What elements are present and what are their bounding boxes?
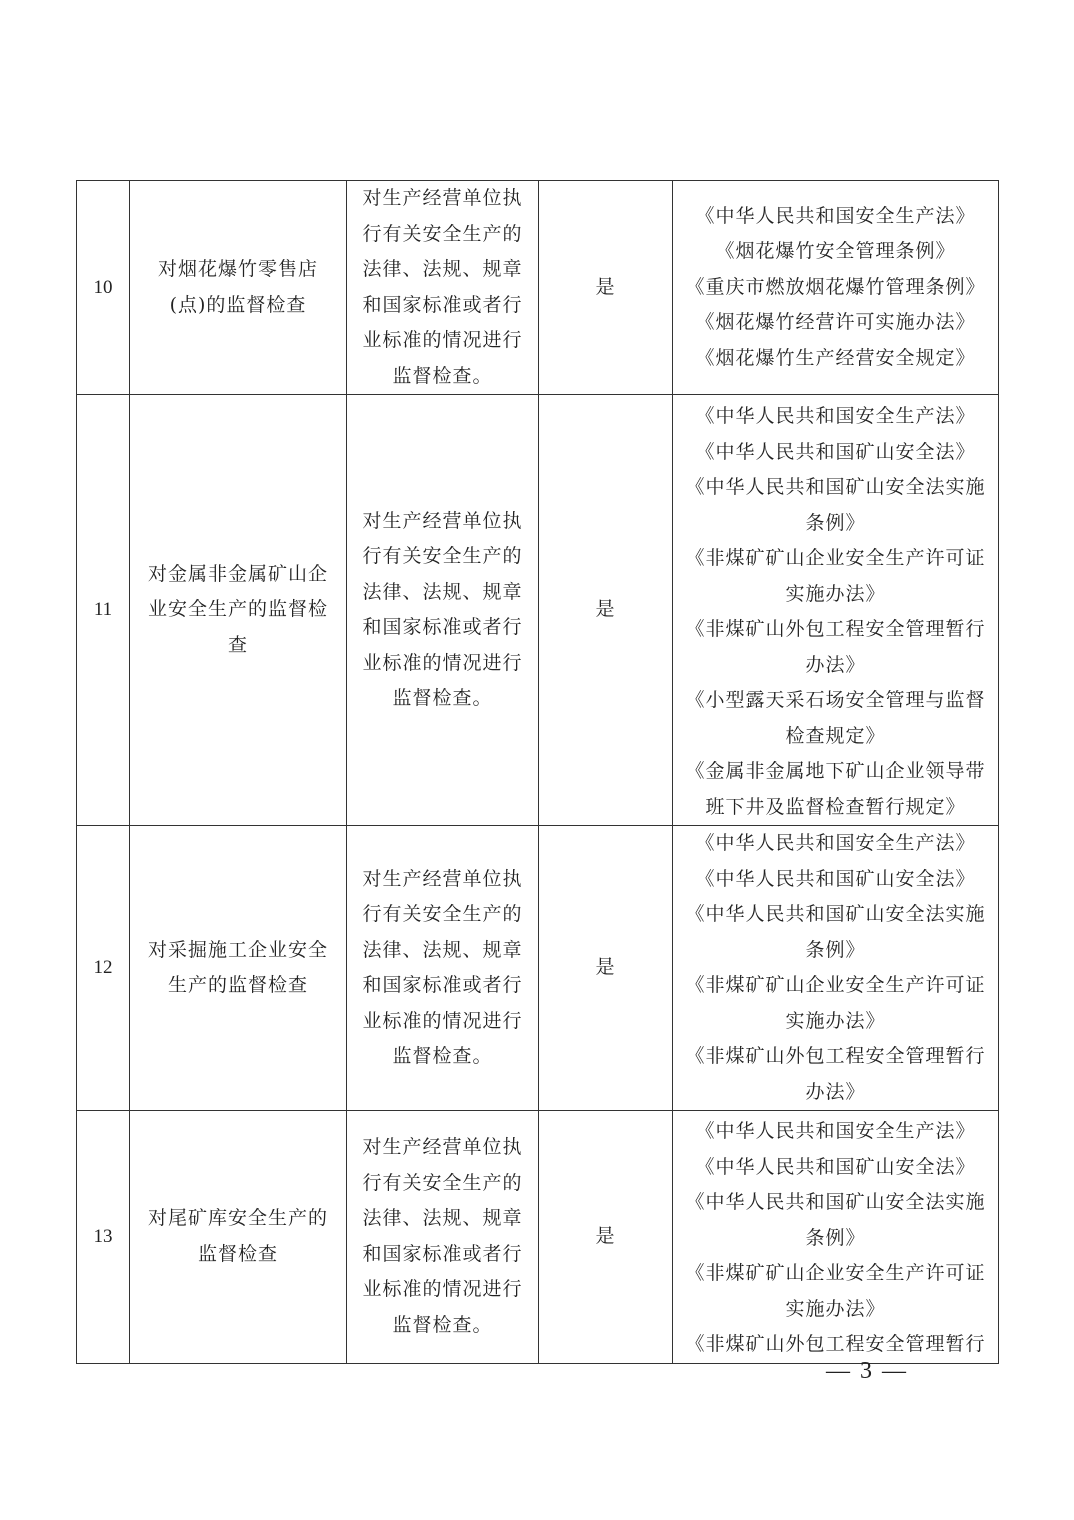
legal-basis-line: 《非煤矿山外包工程安全管理暂行	[685, 618, 986, 640]
legal-basis-line: 《非煤矿矿山企业安全生产许可证	[685, 1262, 986, 1284]
legal-basis-line: 《非煤矿山外包工程安全管理暂行	[685, 1045, 986, 1067]
item-content: 对生产经营单位执行有关安全生产的法律、法规、规章和国家标准或者行业标准的情况进行监督检查。	[347, 395, 539, 826]
item-name: 对尾矿库安全生产的监督检查	[130, 1111, 347, 1364]
supervision-table-container	[76, 180, 998, 1364]
legal-basis-line: 《金属非金属地下矿山企业领导带	[685, 760, 986, 782]
legal-basis-line: 《中华人民共和国矿山安全法》	[695, 867, 976, 890]
legal-basis-line: 条例》	[805, 1226, 866, 1249]
item-flag: 是	[539, 1111, 673, 1364]
item-number: 12	[77, 826, 130, 1111]
legal-basis-line: 条例》	[805, 938, 866, 961]
legal-basis-line: 《非煤矿矿山企业安全生产许可证	[685, 547, 986, 569]
item-name: 对采掘施工企业安全生产的监督检查	[130, 826, 347, 1111]
item-flag: 是	[539, 395, 673, 826]
legal-basis-line: 《中华人民共和国安全生产法》	[695, 204, 976, 227]
item-number: 10	[77, 181, 130, 395]
legal-basis-line: 实施办法》	[785, 1297, 886, 1320]
legal-basis-line: 实施办法》	[785, 1009, 886, 1032]
item-content: 对生产经营单位执行有关安全生产的法律、法规、规章和国家标准或者行业标准的情况进行监督检查。	[347, 1111, 539, 1364]
supervision-items-table	[76, 180, 999, 1364]
item-number: 13	[77, 1111, 130, 1364]
legal-basis-line: 《中华人民共和国矿山安全法实施	[685, 903, 986, 925]
legal-basis-line: 《中华人民共和国安全生产法》	[695, 1120, 976, 1142]
legal-basis-line: 办法》	[805, 1080, 866, 1103]
legal-basis-line: 《中华人民共和国安全生产法》	[695, 832, 976, 854]
item-legal-basis	[673, 181, 999, 395]
legal-basis-line: 《中华人民共和国矿山安全法》	[695, 1155, 976, 1178]
legal-basis-line: 《中华人民共和国矿山安全法实施	[685, 1191, 986, 1213]
legal-basis-line: 实施办法》	[785, 582, 886, 605]
legal-basis-line: 《重庆市燃放烟花爆竹管理条例》	[685, 275, 986, 298]
table-row	[77, 826, 999, 1111]
item-content: 对生产经营单位执行有关安全生产的法律、法规、规章和国家标准或者行业标准的情况进行监督检查。	[347, 826, 539, 1111]
legal-basis-line: 《中华人民共和国矿山安全法》	[695, 440, 976, 463]
table-row	[77, 181, 999, 395]
legal-basis-line: 检查规定》	[785, 724, 886, 747]
item-name: 对烟花爆竹零售店(点)的监督检查	[130, 181, 347, 395]
legal-basis-line: 《中华人民共和国矿山安全法实施	[685, 476, 986, 498]
legal-basis-line: 《非煤矿矿山企业安全生产许可证	[685, 974, 986, 996]
item-legal-basis	[673, 1111, 999, 1364]
legal-basis-line: 《烟花爆竹安全管理条例》	[715, 240, 956, 263]
legal-basis-line: 《烟花爆竹经营许可实施办法》	[695, 311, 976, 334]
legal-basis-line: 办法》	[805, 653, 866, 676]
legal-basis-line: 《小型露天采石场安全管理与监督	[685, 689, 986, 711]
item-legal-basis	[673, 395, 999, 826]
item-flag: 是	[539, 826, 673, 1111]
legal-basis-line: 《非煤矿山外包工程安全管理暂行	[685, 1333, 986, 1355]
table-row	[77, 1111, 999, 1364]
legal-basis-line: 《烟花爆竹生产经营安全规定》	[695, 346, 976, 369]
item-number: 11	[77, 395, 130, 826]
item-name: 对金属非金属矿山企业安全生产的监督检查	[130, 395, 347, 826]
legal-basis-line: 条例》	[805, 511, 866, 534]
legal-basis-line: 班下井及监督检查暂行规定》	[705, 795, 966, 818]
page-number: — 3 —	[826, 1358, 908, 1384]
item-content: 对生产经营单位执行有关安全生产的法律、法规、规章和国家标准或者行业标准的情况进行监督检查。	[347, 181, 539, 395]
item-legal-basis	[673, 826, 999, 1111]
item-flag: 是	[539, 181, 673, 395]
table-row	[77, 395, 999, 826]
legal-basis-line: 《中华人民共和国安全生产法》	[695, 405, 976, 427]
